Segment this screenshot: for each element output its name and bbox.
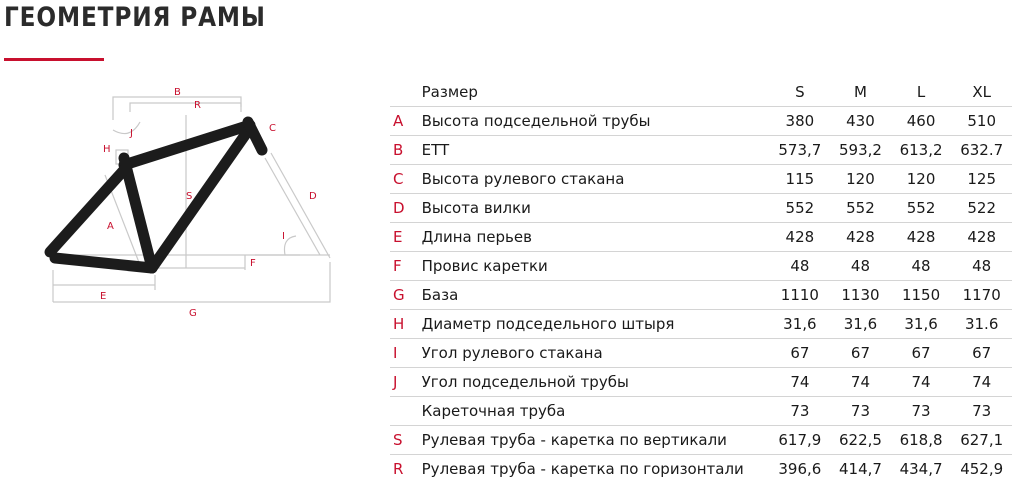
row-value: 613,2: [891, 136, 952, 165]
diagram-label-b: B: [174, 87, 181, 98]
diagram-label-d: D: [309, 191, 317, 202]
table-row: [390, 107, 1012, 136]
diagram-label-g: G: [189, 308, 197, 319]
row-param: База: [422, 281, 770, 310]
row-value: 73: [951, 397, 1012, 426]
table-row: [390, 310, 1012, 339]
row-value: 552: [891, 194, 952, 223]
diagram-label-f: F: [250, 258, 256, 269]
row-value: 622,5: [830, 426, 891, 455]
diagram-label-e: E: [100, 291, 107, 302]
diagram-label-r: R: [194, 100, 201, 111]
table-row: [390, 368, 1012, 397]
row-value: 414,7: [838, 460, 882, 478]
row-value: 627,1: [951, 426, 1012, 455]
row-value: 31,6: [891, 310, 952, 339]
table-header-row: [390, 78, 1012, 107]
frame-tubes: [50, 122, 262, 268]
row-value: 632.7: [951, 136, 1012, 165]
row-param: Рулевая труба - каретка по вертикали: [422, 426, 770, 455]
diagram-label-i: I: [282, 231, 285, 242]
guide-b: [113, 97, 241, 120]
row-value: 31,6: [770, 310, 831, 339]
row-letter: G: [390, 281, 422, 310]
row-param: ETT: [422, 136, 770, 165]
row-value: 31,6: [830, 310, 891, 339]
row-param: Кареточная труба: [422, 397, 770, 426]
header-letter-cell: [390, 78, 422, 107]
row-letter: H: [390, 310, 422, 339]
row-value: 48: [770, 252, 831, 281]
row-value: 434,7: [899, 460, 943, 478]
table-row: [390, 165, 1012, 194]
row-value: 48: [951, 252, 1012, 281]
row-value: 1110: [770, 281, 831, 310]
row-param: Диаметр подседельного штыря: [422, 310, 770, 339]
row-value: 1150: [891, 281, 952, 310]
row-value: 74: [830, 368, 891, 397]
row-value: 510: [951, 107, 1012, 136]
row-value: 115: [770, 165, 831, 194]
row-param: Высота рулевого стакана: [422, 165, 770, 194]
row-letter: [390, 397, 422, 426]
table-row: [390, 136, 1012, 165]
row-value: 460: [891, 107, 952, 136]
table-row: [390, 223, 1012, 252]
diagram-label-s: S: [186, 191, 193, 202]
row-value: 428: [830, 223, 891, 252]
row-value: 67: [891, 339, 952, 368]
table-row: [390, 455, 1012, 484]
row-value: 618,8: [891, 426, 952, 455]
row-value: 573,7: [770, 136, 831, 165]
table-row: [390, 397, 1012, 426]
head-tube: [248, 122, 262, 150]
header-size-m: M: [830, 78, 891, 107]
row-letter: F: [390, 252, 422, 281]
frame-geometry-diagram: [0, 70, 380, 330]
row-value: 593,2: [830, 136, 891, 165]
row-value: 125: [951, 165, 1012, 194]
table-row: [390, 339, 1012, 368]
row-value: 67: [770, 339, 831, 368]
row-letter: A: [390, 107, 422, 136]
row-letter: R: [393, 460, 404, 478]
row-value: 31.6: [951, 310, 1012, 339]
diagram-label-j: J: [130, 128, 133, 139]
diagram-label-a: A: [107, 221, 114, 232]
table-row: [390, 281, 1012, 310]
title-underline: [4, 58, 104, 61]
row-letter: C: [390, 165, 422, 194]
row-param: Провис каретки: [422, 252, 770, 281]
row-param: Угол рулевого стакана: [422, 339, 770, 368]
row-param: Высота подседельной трубы: [422, 107, 770, 136]
row-value: 452,9: [960, 460, 1004, 478]
table-row: [390, 426, 1012, 455]
row-value: 120: [891, 165, 952, 194]
row-value: 48: [830, 252, 891, 281]
header-size-s: S: [770, 78, 831, 107]
row-letter: D: [390, 194, 422, 223]
row-value: 430: [830, 107, 891, 136]
row-value: 67: [951, 339, 1012, 368]
guide-r: [130, 103, 241, 112]
row-letter: B: [390, 136, 422, 165]
header-param: Размер: [422, 78, 770, 107]
guide-angle-j: [113, 122, 140, 134]
row-letter: S: [390, 426, 422, 455]
row-letter: E: [390, 223, 422, 252]
seat-stay: [50, 170, 124, 252]
header-size-l: L: [891, 78, 952, 107]
row-value: 120: [830, 165, 891, 194]
table-body: [390, 107, 1012, 484]
row-value: 73: [891, 397, 952, 426]
row-param: Угол подседельной трубы: [422, 368, 770, 397]
row-value: 552: [770, 194, 831, 223]
row-value: 1170: [951, 281, 1012, 310]
diagram-label-h: H: [103, 144, 111, 155]
page-title: ГЕОМЕТРИЯ РАМЫ: [4, 2, 266, 33]
seat-tube: [124, 158, 152, 268]
row-value: 617,9: [770, 426, 831, 455]
geometry-table: [390, 78, 1012, 483]
row-value: 396,6: [778, 460, 822, 478]
row-value: 428: [951, 223, 1012, 252]
diagram-label-c: C: [269, 123, 276, 134]
row-value: 74: [770, 368, 831, 397]
guide-angle-i: [284, 236, 296, 255]
row-value: 380: [770, 107, 831, 136]
header-size-xl: XL: [951, 78, 1012, 107]
row-value: 74: [891, 368, 952, 397]
table-row: [390, 194, 1012, 223]
row-letter: J: [390, 368, 422, 397]
table-row: [390, 252, 1012, 281]
row-param: Высота вилки: [422, 194, 770, 223]
row-value: 73: [830, 397, 891, 426]
row-value: 522: [951, 194, 1012, 223]
row-value: 428: [770, 223, 831, 252]
row-value: 73: [770, 397, 831, 426]
row-letter: I: [390, 339, 422, 368]
guide-fork: [265, 158, 320, 255]
row-value: 74: [951, 368, 1012, 397]
row-param: Рулевая труба - каретка по горизонтали: [421, 460, 744, 478]
row-value: 428: [891, 223, 952, 252]
row-value: 48: [891, 252, 952, 281]
row-value: 552: [830, 194, 891, 223]
row-value: 1130: [830, 281, 891, 310]
guide-fork-offset: [271, 153, 330, 258]
row-param: Длина перьев: [422, 223, 770, 252]
row-value: 67: [830, 339, 891, 368]
